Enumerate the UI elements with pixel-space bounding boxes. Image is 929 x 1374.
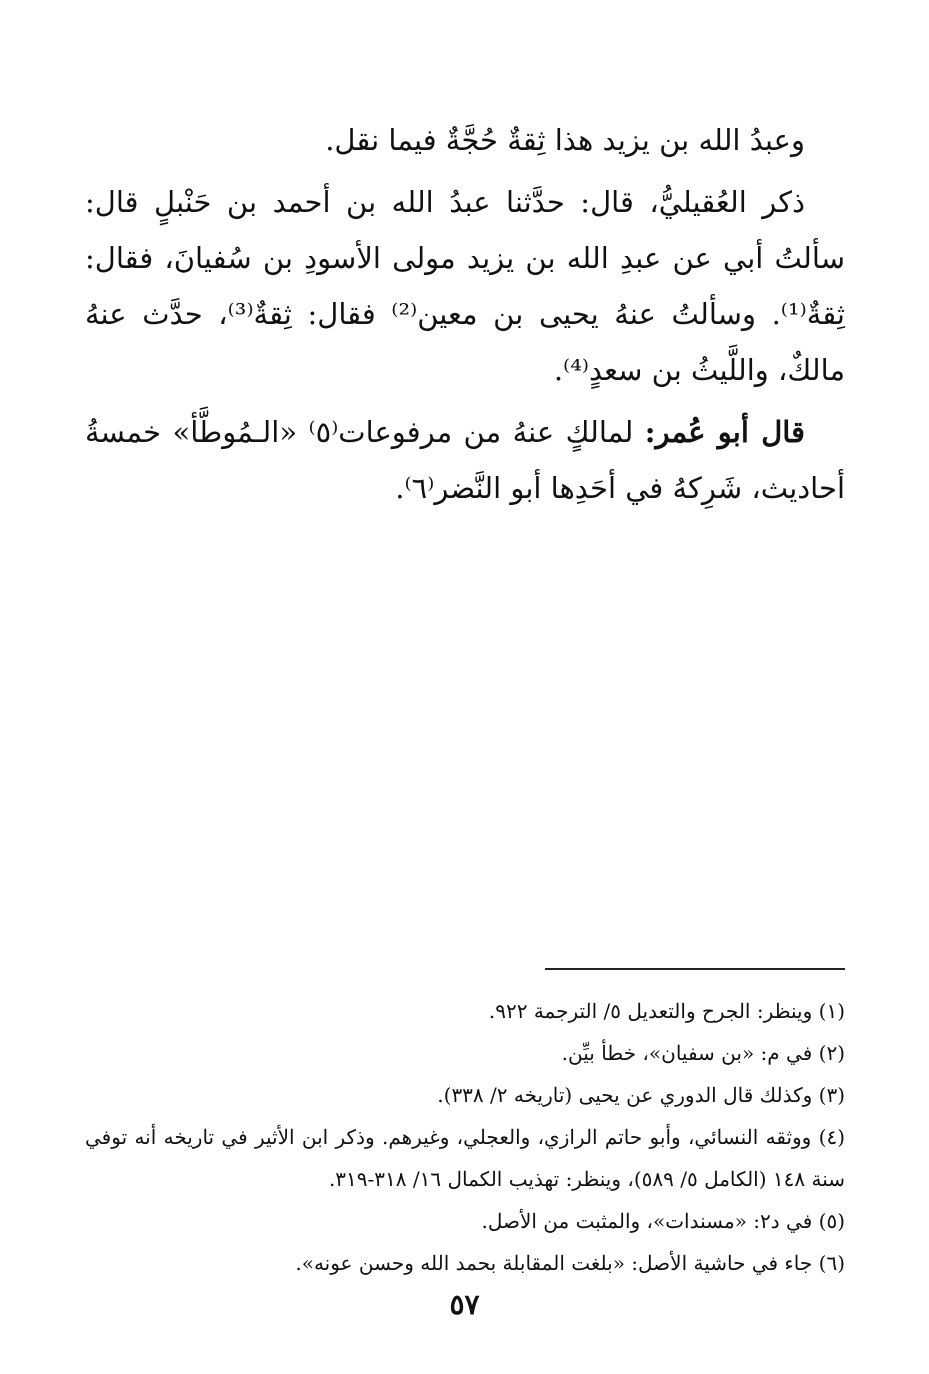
paragraph-2: ذكر العُقيليُّ، قال: حدَّثنا عبدُ الله بن أحمد بن حَنْبلٍ قال: سألتُ أبي عن عبدِ الله بن يزيد مولى الأسودِ بن سُفيانَ، فقال: ثِقةٌ⁽¹⁾. وسألتُ عنهُ يحيى بن معين⁽²⁾ فقال: ثِقةٌ⁽³⁾، حدَّث عنهُ مالكٌ، واللَّيثُ بن سعدٍ⁽⁴⁾.: [85, 185, 845, 387]
footnote-2: (٢) في م: «بن سفيان»، خطأ بيِّن.: [561, 1041, 845, 1065]
main-text: [85, 112, 845, 516]
footnotes: [85, 990, 845, 1284]
footnote-6: (٦) جاء في حاشية الأصل: «بلغت المقابلة بحمد الله وحسن عونه».: [295, 1251, 845, 1275]
page-number: ٥٧: [449, 1288, 480, 1321]
paragraph-3-text: لمالكٍ عنهُ من مرفوعات⁽٥⁾ «الـمُوطَّأ» خمسةُ أحاديث، شَرِكهُ في أحَدِها أبو النَّضر⁽٦⁾.: [85, 415, 845, 505]
footnote-3: (٣) وكذلك قال الدوري عن يحيى (تاريخه ٢/ ٣٣٨).: [437, 1083, 845, 1107]
footnote-5: (٥) في د٢: «مسندات»، والمثبت من الأصل.: [481, 1209, 845, 1233]
paragraph-1: وعبدُ الله بن يزيد هذا ثِقةٌ حُجَّةٌ فيما نقل.: [325, 123, 805, 157]
paragraph-3: [85, 404, 845, 516]
footnote-4: (٤) ووثقه النسائي، وأبو حاتم الرازي، والعجلي، وغيرهم. وذكر ابن الأثير في تاريخه أنه توفي سنة ١٤٨ (الكامل ٥/ ٥٨٩)، وينظر: تهذيب الكمال ١٦/ ٣١٨-٣١٩.: [85, 1125, 845, 1191]
footnote-divider: [545, 968, 845, 970]
footnote-1: (١) وينظر: الجرح والتعديل ٥/ الترجمة ٩٢٢.: [488, 999, 845, 1023]
paragraph-3-lead: قال أبو عُمر:: [644, 415, 805, 449]
